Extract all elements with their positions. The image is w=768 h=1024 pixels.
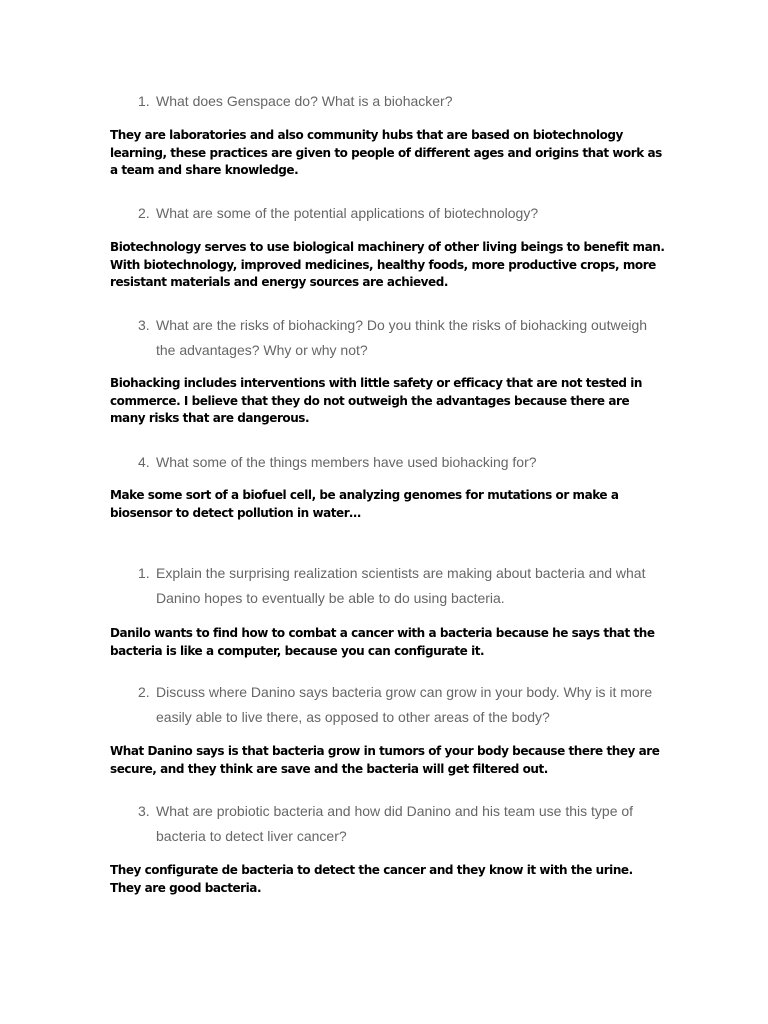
question-text: Discuss where Danino says bacteria grow can grow in your body. Why is it more easily able to live there, as opposed to other areas of the body?: [156, 684, 653, 725]
question-2-2: [138, 680, 666, 730]
question-text: What are the risks of biohacking? Do you think the risks of biohacking outweigh the advantages? Why or why not?: [156, 317, 648, 358]
question-number: 1.: [138, 93, 150, 109]
question-text: Explain the surprising realization scientists are making about bacteria and what Danino hopes to eventually be able to do using bacteria.: [156, 565, 646, 606]
answer-1-3: Biohacking includes interventions with little safety or efficacy that are not tested in commerce. I believe that they do not outweigh the advantages because there are many risks that are dangerous.: [110, 376, 643, 425]
question-text: What are some of the potential applications of biotechnology?: [156, 205, 539, 221]
question-number: 2.: [138, 684, 150, 700]
question-text: What are probiotic bacteria and how did Danino and his team use this type of bacteria to detect liver cancer?: [156, 803, 634, 844]
question-text: What some of the things members have used biohacking for?: [156, 454, 537, 470]
question-2-3: [138, 799, 666, 849]
question-2-1: [138, 561, 666, 611]
answer-2-2: What Danino says is that bacteria grow in tumors of your body because there they are secure, and they think are save and the bacteria will get filtered out.: [110, 744, 660, 776]
question-1-4: [138, 450, 716, 475]
question-1-2: [138, 201, 716, 226]
question-number: 4.: [138, 454, 150, 470]
question-1-1: [138, 89, 716, 114]
question-number: 1.: [138, 565, 150, 581]
question-number: 2.: [138, 205, 150, 221]
answer-2-3: They configurate de bacteria to detect the cancer and they know it with the urine. They are good bacteria.: [110, 863, 633, 895]
question-text: What does Genspace do? What is a biohacker?: [156, 93, 453, 109]
question-1-3: [138, 313, 666, 363]
answer-1-2: Biotechnology serves to use biological machinery of other living beings to benefit man. With biotechnology, improved medicines, healthy foods, more productive crops, more resistant materials and energy sources are achieved.: [110, 240, 665, 289]
answer-2-1: Danilo wants to find how to combat a cancer with a bacteria because he says that the bacteria is like a computer, because you can configurate it.: [110, 626, 655, 658]
question-number: 3.: [138, 803, 150, 819]
question-number: 3.: [138, 317, 150, 333]
answer-1-4: Make some sort of a biofuel cell, be analyzing genomes for mutations or make a biosensor to detect pollution in water…: [110, 488, 619, 520]
answer-1-1: They are laboratories and also community hubs that are based on biotechnology learning, these practices are given to people of different ages and origins that work as a team and share knowledge.: [110, 128, 662, 177]
